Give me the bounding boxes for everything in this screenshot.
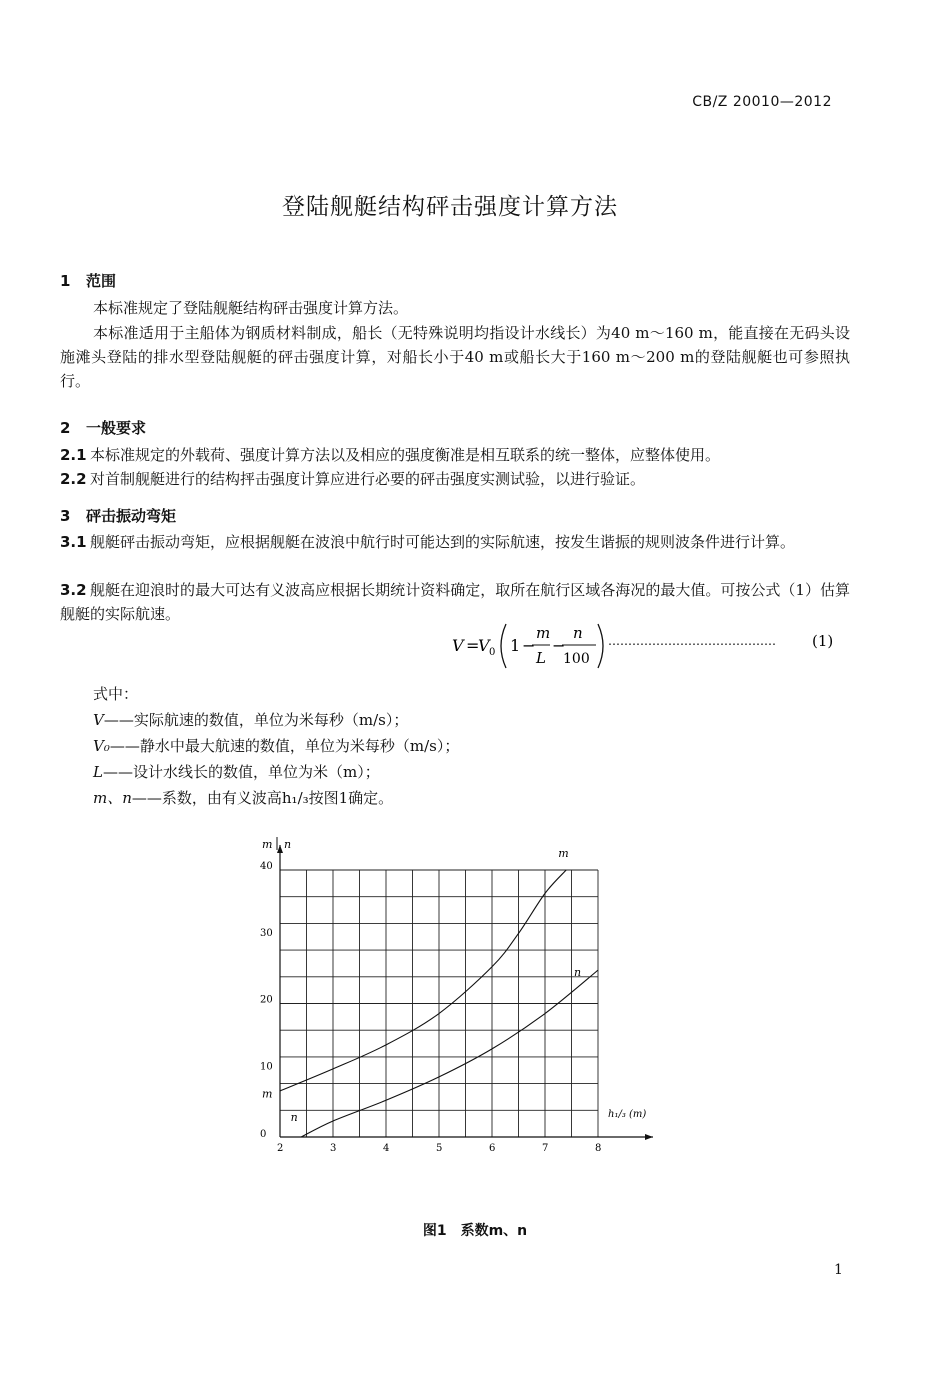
formula-v0: V <box>478 636 490 655</box>
clause-2-2 <box>60 467 850 491</box>
legend-item <box>93 707 408 733</box>
clause-2-1 <box>60 443 850 467</box>
legend-dash: —— <box>131 789 162 807</box>
y-axis-label-m: m <box>262 838 273 851</box>
y-tick-label: 30 <box>260 927 273 939</box>
section-number: 3 <box>60 507 71 525</box>
paragraph: 本标准适用于主船体为钢质材料制成，船长（无特殊说明均指设计水线长）为40 m～160 m，能直接在无码头设施滩头登陆的排水型登陆舰艇的砰击强度计算，对船长小于40 m或船长大于160 m～200 m的登陆舰艇也可参照执行。 <box>60 324 850 390</box>
y-axis-label-n: n <box>284 838 292 851</box>
legend-text: 实际航速的数值，单位为米每秒（m/s）； <box>133 711 409 729</box>
y-tick-label: 20 <box>260 994 273 1006</box>
formula-minus-1: − <box>522 636 536 655</box>
y-tick-label: 0 <box>260 1129 267 1140</box>
series-line-n <box>301 970 598 1137</box>
section-number: 2 <box>60 419 71 437</box>
x-tick-label: 8 <box>595 1143 602 1154</box>
formula-m: m <box>536 624 551 642</box>
clause-number: 2.1 <box>60 446 87 464</box>
section-1-heading <box>60 270 116 291</box>
legend-item <box>93 785 393 811</box>
section-2-heading <box>60 417 146 438</box>
clause-number: 2.2 <box>60 470 87 488</box>
section-title: 砰击振动弯矩 <box>86 507 177 525</box>
y-tick-label: 10 <box>260 1061 273 1073</box>
clause-text: 本标准规定的外载荷、强度计算方法以及相应的强度衡准是相互联系的统一整体，应整体使用。 <box>90 446 721 464</box>
x-tick-label: 2 <box>277 1143 284 1154</box>
left-paren <box>501 624 506 668</box>
legend-symbol: m、n <box>93 789 132 807</box>
clause-3-1 <box>60 530 850 554</box>
formula-v0-sub: 0 <box>489 647 496 658</box>
series-label-m-left: m <box>262 1087 273 1101</box>
x-tick-label: 4 <box>383 1143 390 1154</box>
x-tick-label: 3 <box>330 1143 337 1154</box>
legend-dash: —— <box>103 711 134 729</box>
x-tick-label: 7 <box>542 1143 549 1154</box>
section-title: 范围 <box>86 272 117 290</box>
legend-symbol: L <box>93 763 103 781</box>
coefficient-chart <box>250 830 670 1160</box>
y-tick-label: 40 <box>260 861 273 872</box>
legend-dash: —— <box>109 737 140 755</box>
right-paren <box>598 624 603 668</box>
formula-lhs: V <box>452 636 464 655</box>
series-line-m <box>280 870 566 1091</box>
paragraph: 本标准规定了登陆舰艇结构砰击强度计算方法。 <box>93 299 409 317</box>
x-axis-arrow <box>645 1134 653 1140</box>
legend-text: 设计水线长的数值，单位为米（m）； <box>132 763 380 781</box>
formula-one: 1 <box>510 636 521 655</box>
x-tick-label: 6 <box>489 1143 496 1154</box>
x-tick-label: 5 <box>436 1143 443 1154</box>
equation-number: (1) <box>812 632 834 650</box>
formula-L: L <box>536 649 546 667</box>
formula-1 <box>440 618 840 674</box>
legend-item <box>93 759 380 785</box>
clause-text: 舰艇在迎浪时的最大可达有义波高应根据长期统计资料确定，取所在航行区域各海况的最大值。可按公式（1）估算舰艇的实际航速。 <box>60 581 850 623</box>
y-axis-arrow <box>277 845 283 853</box>
legend-symbol: V <box>93 711 104 729</box>
page-number: 1 <box>834 1262 843 1278</box>
formula-leader-dots: …………………………………… <box>608 634 776 648</box>
formula-100: 100 <box>563 651 590 667</box>
legend-dash: —— <box>102 763 133 781</box>
formula-n: n <box>573 624 583 642</box>
legend-text: 系数，由有义波高h₁/₃按图1确定。 <box>161 789 394 807</box>
legend-intro: 式中： <box>93 685 139 703</box>
formula-equals: = <box>466 636 480 655</box>
clause-text: 对首制舰艇进行的结构抨击强度计算应进行必要的砰击强度实测试验，以进行验证。 <box>90 470 646 488</box>
section-title: 一般要求 <box>86 419 147 437</box>
series-label-n-right: n <box>574 966 582 980</box>
figure-caption: 图1 系数m、n <box>422 1223 528 1239</box>
section-3-heading <box>60 505 176 526</box>
series-label-m-top: m <box>558 847 569 860</box>
legend-item <box>93 733 459 759</box>
legend-text: 静水中最大航速的数值，单位为米每秒（m/s）； <box>139 737 460 755</box>
x-axis-label: h₁/₃ (m) <box>608 1109 647 1120</box>
standard-number: CB/Z 20010—2012 <box>692 94 832 110</box>
series-label-n-left: n <box>290 1110 298 1124</box>
document-title: 登陆舰艇结构砰击强度计算方法 <box>282 194 618 220</box>
legend-symbol: V₀ <box>93 737 110 755</box>
clause-text: 舰艇砰击振动弯矩，应根据舰艇在波浪中航行时可能达到的实际航速，按发生谐振的规则波条件进行计算。 <box>90 533 796 551</box>
clause-number: 3.2 <box>60 581 87 599</box>
clause-number: 3.1 <box>60 533 87 551</box>
section-number: 1 <box>60 272 71 290</box>
formula-minus-2: − <box>552 636 566 655</box>
